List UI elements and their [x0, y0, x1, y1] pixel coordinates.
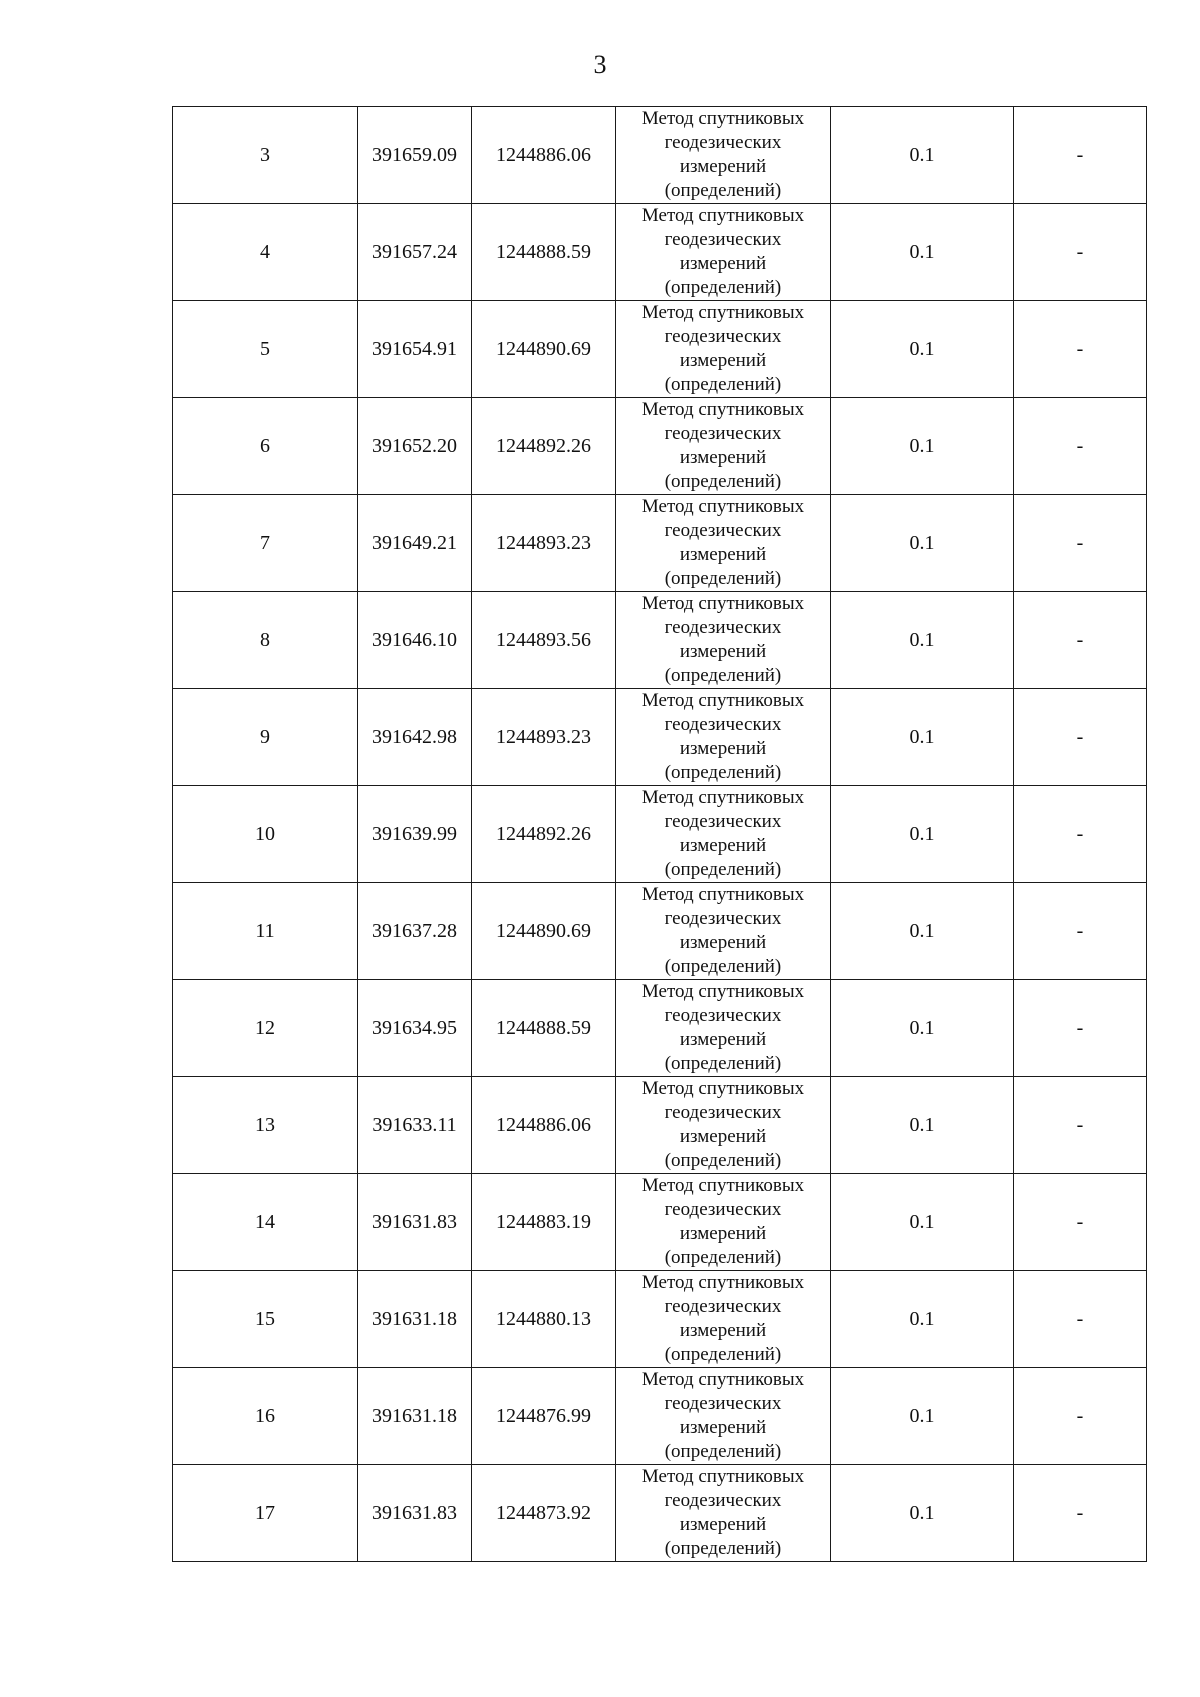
method-cell: [616, 301, 831, 398]
method-text-line: геодезических: [664, 908, 782, 929]
accuracy-cell: 0.1: [831, 1271, 1014, 1368]
coordinates-table: [172, 106, 1147, 1562]
method-text-line: Метод спутниковых: [641, 690, 805, 711]
accuracy-cell: 0.1: [831, 1465, 1014, 1562]
x-coordinate-cell: 391646.10: [358, 592, 472, 689]
point-number-cell: 12: [173, 980, 358, 1077]
point-number-cell: 16: [173, 1368, 358, 1465]
note-cell: -: [1014, 1465, 1147, 1562]
y-coordinate-cell: 1244876.99: [472, 1368, 616, 1465]
x-coordinate-cell: 391649.21: [358, 495, 472, 592]
point-number-cell: 13: [173, 1077, 358, 1174]
y-coordinate-cell: 1244883.19: [472, 1174, 616, 1271]
method-cell: [616, 204, 831, 301]
x-coordinate-cell: 391631.18: [358, 1368, 472, 1465]
method-text-line: измерений: [679, 350, 767, 371]
method-text-line: (определений): [664, 762, 782, 783]
method-text-line: геодезических: [664, 520, 782, 541]
table-row: [173, 980, 1147, 1077]
note-cell: -: [1014, 883, 1147, 980]
note-cell: -: [1014, 301, 1147, 398]
table-row: [173, 1271, 1147, 1368]
method-cell: [616, 1368, 831, 1465]
accuracy-cell: 0.1: [831, 689, 1014, 786]
method-text-line: (определений): [664, 1344, 782, 1365]
point-number-cell: 11: [173, 883, 358, 980]
method-text-line: измерений: [679, 1029, 767, 1050]
note-cell: -: [1014, 980, 1147, 1077]
accuracy-cell: 0.1: [831, 786, 1014, 883]
method-text-line: (определений): [664, 859, 782, 880]
table-row: [173, 1465, 1147, 1562]
method-cell: [616, 107, 831, 204]
method-text-line: измерений: [679, 1514, 767, 1535]
accuracy-cell: 0.1: [831, 883, 1014, 980]
page-number: 3: [593, 50, 607, 79]
note-cell: -: [1014, 1271, 1147, 1368]
method-cell: [616, 1174, 831, 1271]
point-number-cell: 8: [173, 592, 358, 689]
point-number-cell: 14: [173, 1174, 358, 1271]
method-text-line: геодезических: [664, 229, 782, 250]
point-number-cell: 3: [173, 107, 358, 204]
method-text-line: измерений: [679, 932, 767, 953]
y-coordinate-cell: 1244888.59: [472, 980, 616, 1077]
method-text-line: геодезических: [664, 617, 782, 638]
note-cell: -: [1014, 689, 1147, 786]
method-text-line: измерений: [679, 738, 767, 759]
point-number-cell: 5: [173, 301, 358, 398]
y-coordinate-cell: 1244893.23: [472, 689, 616, 786]
note-cell: -: [1014, 1077, 1147, 1174]
x-coordinate-cell: 391639.99: [358, 786, 472, 883]
method-text-line: геодезических: [664, 1393, 782, 1414]
point-number-cell: 15: [173, 1271, 358, 1368]
method-cell: [616, 495, 831, 592]
method-cell: [616, 592, 831, 689]
method-text-line: (определений): [664, 277, 782, 298]
method-text-line: геодезических: [664, 1490, 782, 1511]
method-cell: [616, 980, 831, 1077]
method-text-line: геодезических: [664, 714, 782, 735]
table-row: [173, 398, 1147, 495]
x-coordinate-cell: 391631.83: [358, 1465, 472, 1562]
y-coordinate-cell: 1244886.06: [472, 107, 616, 204]
point-number-cell: 7: [173, 495, 358, 592]
method-text-line: Метод спутниковых: [641, 593, 805, 614]
x-coordinate-cell: 391652.20: [358, 398, 472, 495]
x-coordinate-cell: 391637.28: [358, 883, 472, 980]
method-text-line: Метод спутниковых: [641, 205, 805, 226]
accuracy-cell: 0.1: [831, 1077, 1014, 1174]
accuracy-cell: 0.1: [831, 301, 1014, 398]
y-coordinate-cell: 1244890.69: [472, 883, 616, 980]
table-row: [173, 301, 1147, 398]
method-text-line: измерений: [679, 1126, 767, 1147]
accuracy-cell: 0.1: [831, 398, 1014, 495]
x-coordinate-cell: 391642.98: [358, 689, 472, 786]
x-coordinate-cell: 391634.95: [358, 980, 472, 1077]
method-text-line: измерений: [679, 447, 767, 468]
method-text-line: (определений): [664, 374, 782, 395]
method-text-line: Метод спутниковых: [641, 496, 805, 517]
table-row: [173, 107, 1147, 204]
y-coordinate-cell: 1244873.92: [472, 1465, 616, 1562]
note-cell: -: [1014, 398, 1147, 495]
y-coordinate-cell: 1244892.26: [472, 786, 616, 883]
method-text-line: (определений): [664, 471, 782, 492]
point-number-cell: 6: [173, 398, 358, 495]
method-text-line: Метод спутниковых: [641, 884, 805, 905]
method-text-line: геодезических: [664, 811, 782, 832]
table-body: [173, 107, 1147, 1562]
method-text-line: геодезических: [664, 423, 782, 444]
point-number-cell: 17: [173, 1465, 358, 1562]
method-cell: [616, 883, 831, 980]
method-text-line: измерений: [679, 253, 767, 274]
method-text-line: (определений): [664, 180, 782, 201]
method-text-line: геодезических: [664, 1296, 782, 1317]
point-number-cell: 10: [173, 786, 358, 883]
table-row: [173, 204, 1147, 301]
y-coordinate-cell: 1244888.59: [472, 204, 616, 301]
method-text-line: геодезических: [664, 1199, 782, 1220]
table-row: [173, 1174, 1147, 1271]
accuracy-cell: 0.1: [831, 980, 1014, 1077]
x-coordinate-cell: 391654.91: [358, 301, 472, 398]
x-coordinate-cell: 391631.18: [358, 1271, 472, 1368]
point-number-cell: 4: [173, 204, 358, 301]
method-text-line: геодезических: [664, 1005, 782, 1026]
method-text-line: Метод спутниковых: [641, 1466, 805, 1487]
note-cell: -: [1014, 1174, 1147, 1271]
y-coordinate-cell: 1244890.69: [472, 301, 616, 398]
accuracy-cell: 0.1: [831, 204, 1014, 301]
method-text-line: (определений): [664, 1538, 782, 1559]
table-row: [173, 786, 1147, 883]
method-cell: [616, 689, 831, 786]
accuracy-cell: 0.1: [831, 495, 1014, 592]
y-coordinate-cell: 1244880.13: [472, 1271, 616, 1368]
x-coordinate-cell: 391631.83: [358, 1174, 472, 1271]
point-number-cell: 9: [173, 689, 358, 786]
y-coordinate-cell: 1244892.26: [472, 398, 616, 495]
y-coordinate-cell: 1244886.06: [472, 1077, 616, 1174]
method-text-line: Метод спутниковых: [641, 787, 805, 808]
table-row: [173, 495, 1147, 592]
table-row: [173, 1368, 1147, 1465]
method-text-line: Метод спутниковых: [641, 399, 805, 420]
method-text-line: (определений): [664, 568, 782, 589]
method-text-line: Метод спутниковых: [641, 108, 805, 129]
method-text-line: измерений: [679, 1320, 767, 1341]
method-text-line: (определений): [664, 1053, 782, 1074]
method-text-line: измерений: [679, 544, 767, 565]
table-row: [173, 689, 1147, 786]
method-text-line: Метод спутниковых: [641, 1175, 805, 1196]
method-text-line: геодезических: [664, 1102, 782, 1123]
x-coordinate-cell: 391657.24: [358, 204, 472, 301]
accuracy-cell: 0.1: [831, 592, 1014, 689]
method-text-line: (определений): [664, 1247, 782, 1268]
x-coordinate-cell: 391633.11: [358, 1077, 472, 1174]
method-text-line: Метод спутниковых: [641, 981, 805, 1002]
note-cell: -: [1014, 204, 1147, 301]
method-text-line: Метод спутниковых: [641, 1078, 805, 1099]
method-cell: [616, 1271, 831, 1368]
method-text-line: измерений: [679, 156, 767, 177]
note-cell: -: [1014, 592, 1147, 689]
method-cell: [616, 398, 831, 495]
table-row: [173, 592, 1147, 689]
method-text-line: геодезических: [664, 132, 782, 153]
method-text-line: измерений: [679, 1223, 767, 1244]
note-cell: -: [1014, 495, 1147, 592]
method-text-line: измерений: [679, 1417, 767, 1438]
accuracy-cell: 0.1: [831, 1174, 1014, 1271]
method-text-line: измерений: [679, 835, 767, 856]
accuracy-cell: 0.1: [831, 1368, 1014, 1465]
y-coordinate-cell: 1244893.23: [472, 495, 616, 592]
method-text-line: (определений): [664, 665, 782, 686]
method-text-line: измерений: [679, 641, 767, 662]
method-text-line: (определений): [664, 1441, 782, 1462]
table-row: [173, 1077, 1147, 1174]
method-text-line: (определений): [664, 956, 782, 977]
note-cell: -: [1014, 786, 1147, 883]
method-text-line: (определений): [664, 1150, 782, 1171]
note-cell: -: [1014, 107, 1147, 204]
method-cell: [616, 786, 831, 883]
method-cell: [616, 1465, 831, 1562]
method-text-line: геодезических: [664, 326, 782, 347]
accuracy-cell: 0.1: [831, 107, 1014, 204]
method-text-line: Метод спутниковых: [641, 302, 805, 323]
table-row: [173, 883, 1147, 980]
method-text-line: Метод спутниковых: [641, 1272, 805, 1293]
note-cell: -: [1014, 1368, 1147, 1465]
x-coordinate-cell: 391659.09: [358, 107, 472, 204]
y-coordinate-cell: 1244893.56: [472, 592, 616, 689]
method-cell: [616, 1077, 831, 1174]
method-text-line: Метод спутниковых: [641, 1369, 805, 1390]
